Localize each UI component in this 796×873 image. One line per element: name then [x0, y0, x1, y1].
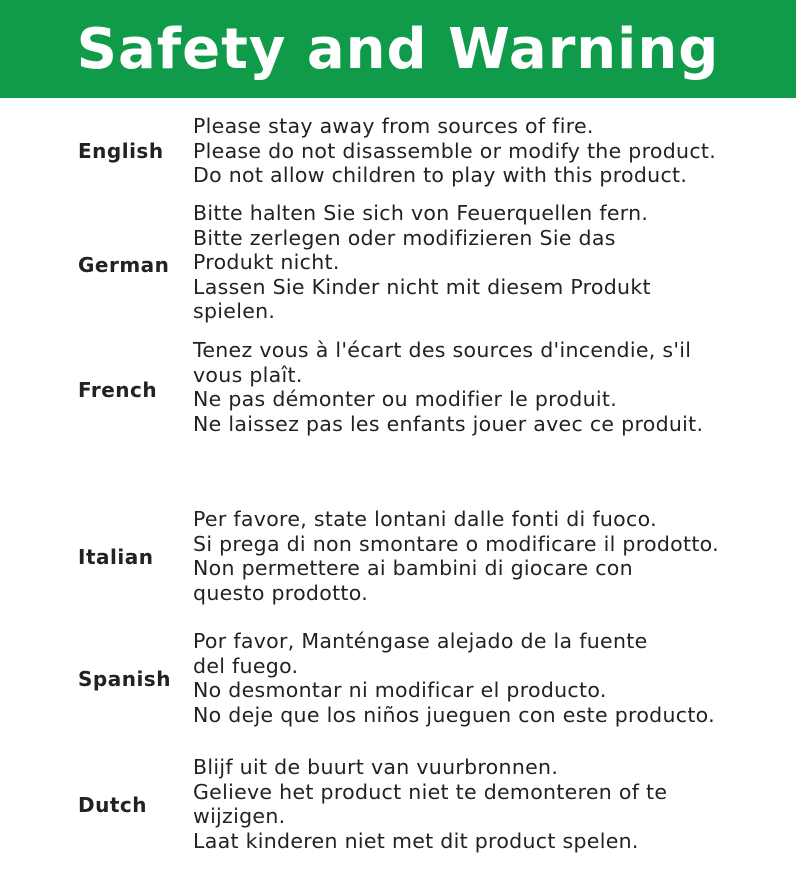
language-label: English — [78, 139, 164, 163]
warning-text — [193, 755, 783, 853]
warning-line: vous plaît. — [193, 362, 303, 387]
warning-line: Laat kinderen niet met dit product spelen. — [193, 828, 639, 853]
warning-line: Por favor, Manténgase alejado de la fuente — [193, 629, 648, 653]
warning-line: Non permettere ai bambini di giocare con — [193, 556, 633, 580]
warning-line: questo prodotto. — [193, 580, 369, 605]
language-label: French — [78, 378, 158, 402]
warning-line: Do not allow children to play with this product. — [193, 163, 688, 187]
warning-line: Si prega di non smontare o modificare il prodotto. — [193, 531, 719, 556]
warning-text — [193, 114, 783, 188]
language-label: Italian — [78, 545, 154, 569]
warning-text — [193, 629, 783, 727]
warning-line: Bitte zerlegen oder modifizieren Sie das — [193, 225, 616, 250]
warning-line: Produkt nicht. — [193, 250, 340, 274]
warning-line: No deje que los niños jueguen con este producto. — [193, 702, 715, 727]
warning-line: Please stay away from sources of fire. — [193, 114, 594, 138]
header-banner — [0, 0, 796, 98]
language-label: Dutch — [78, 793, 147, 817]
warning-line: Ne pas démonter ou modifier le produit. — [193, 387, 618, 411]
warning-line: No desmontar ni modificar el producto. — [193, 678, 607, 702]
warning-line: Blijf uit de buurt van vuurbronnen. — [193, 755, 559, 779]
warning-line: Tenez vous à l'écart des sources d'incendie, s'il — [193, 338, 692, 362]
warning-line: wijzigen. — [193, 804, 286, 828]
warning-text — [193, 507, 783, 605]
warning-line: Per favore, state lontani dalle fonti di fuoco. — [193, 507, 657, 531]
page-title: Safety and Warning — [76, 17, 720, 82]
warning-text — [193, 338, 783, 436]
warning-line: spielen. — [193, 299, 276, 323]
warning-line: Please do not disassemble or modify the product. — [193, 138, 717, 163]
language-label: Spanish — [78, 667, 171, 691]
warning-line: del fuego. — [193, 653, 299, 678]
warning-line: Lassen Sie Kinder nicht mit diesem Produkt — [193, 274, 651, 299]
warning-line: Bitte halten Sie sich von Feuerquellen fern. — [193, 201, 649, 225]
language-label: German — [78, 253, 170, 277]
warning-line: Gelieve het product niet te demonteren of te — [193, 779, 668, 804]
warning-text — [193, 201, 783, 324]
warning-line: Ne laissez pas les enfants jouer avec ce produit. — [193, 411, 704, 436]
